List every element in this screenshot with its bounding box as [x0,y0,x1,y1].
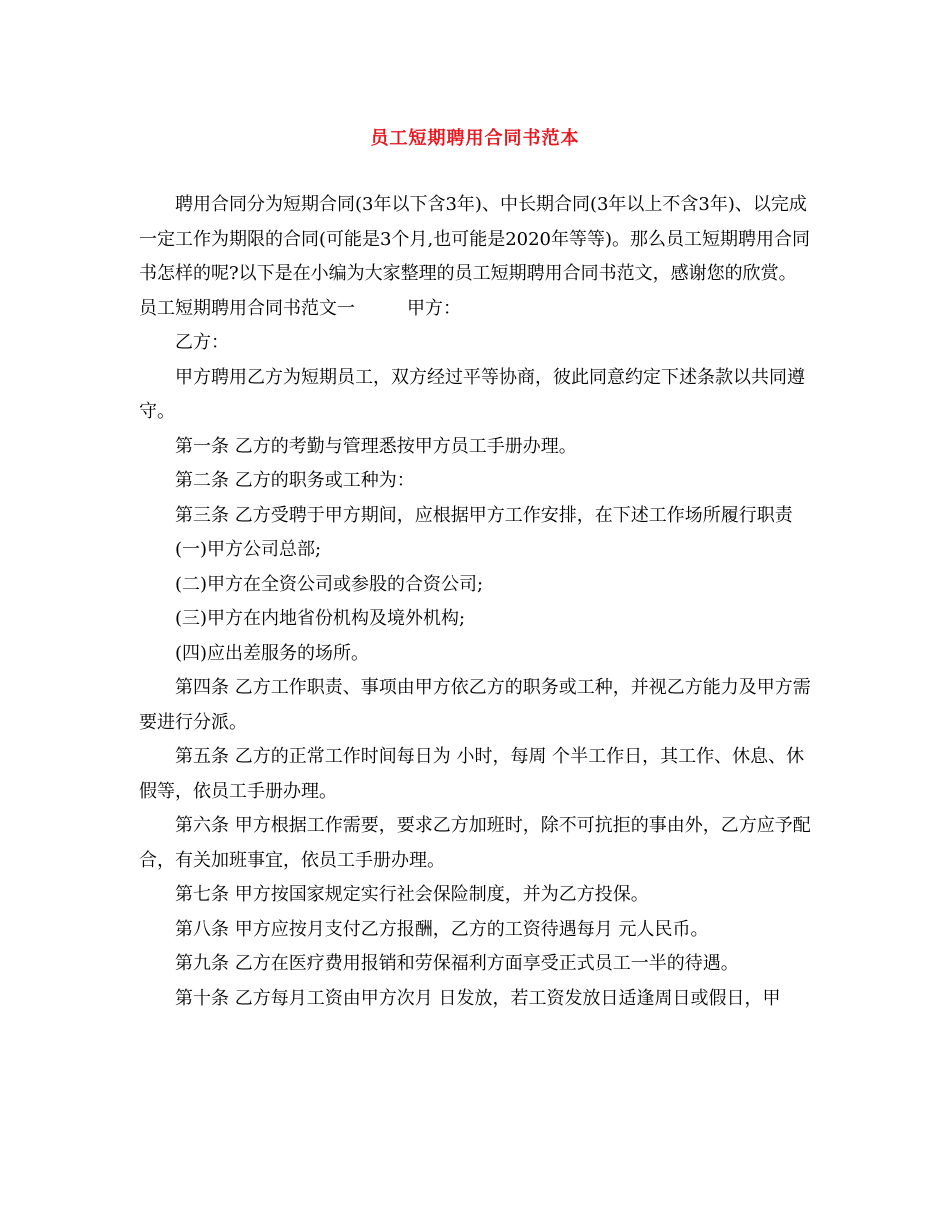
article-1: 第一条 乙方的考勤与管理悉按甲方员工手册办理。 [175,435,577,457]
article-7: 第七条 甲方按国家规定实行社会保险制度，并为乙方投保。 [175,884,649,905]
article-5: 第五条 乙方的正常工作时间每日为 小时，每周 个半工作日，其工作、休息、休假等，依员工手册办理。 [139,746,805,802]
article-2: 第二条 乙方的职务或工种为： [175,470,415,491]
sample-heading: 员工短期聘用合同书范文一 [139,297,355,319]
article-6: 第六条 甲方根据工作需要，要求乙方加班时，除不可抗拒的事由外，乙方应予配合，有关加班事宜，依员工手册办理。 [139,815,811,871]
list-item-1: (一)甲方公司总部; [175,539,322,560]
sample-heading-line [139,292,819,327]
article-9: 第九条 乙方在医疗费用报销和劳保福利方面享受正式员工一半的待遇。 [175,953,739,974]
list-item-2: (二)甲方在全资公司或参股的合资公司; [175,573,484,595]
list-item-3: (三)甲方在内地省份机构及境外机构; [175,608,466,629]
document-title: 员工短期聘用合同书范本 [370,128,580,149]
list-item-4: (四)应出差服务的场所。 [175,642,370,664]
party-b-label: 乙方： [175,332,229,353]
article-10: 第十条 乙方每月工资由甲方次月 日发放，若工资发放日适逢周日或假日，甲 [175,987,781,1009]
article-8: 第八条 甲方应按月支付乙方报酬，乙方的工资待遇每月 元人民币。 [175,918,709,940]
party-a-label: 甲方： [407,297,461,319]
preamble-paragraph: 甲方聘用乙方为短期员工，双方经过平等协商，彼此同意约定下述条款以共同遵守。 [139,366,805,422]
document-body [139,188,819,1016]
article-3: 第三条 乙方受聘于甲方期间，应根据甲方工作安排，在下述工作场所履行职责 [175,504,793,526]
intro-paragraph: 聘用合同分为短期合同(3年以下含3年)、中长期合同(3年以上不含3年)、以完成一定工作为期限的合同(可能是3个月,也可能是2020年等等)。那么员工短期聘用合同书怎样的呢?以下是在小编为大家整理的员工短期聘用合同书范文，感谢您的欣赏。 [139,194,811,284]
article-4: 第四条 乙方工作职责、事项由甲方依乙方的职务或工种，并视乙方能力及甲方需要进行分派。 [139,677,811,733]
